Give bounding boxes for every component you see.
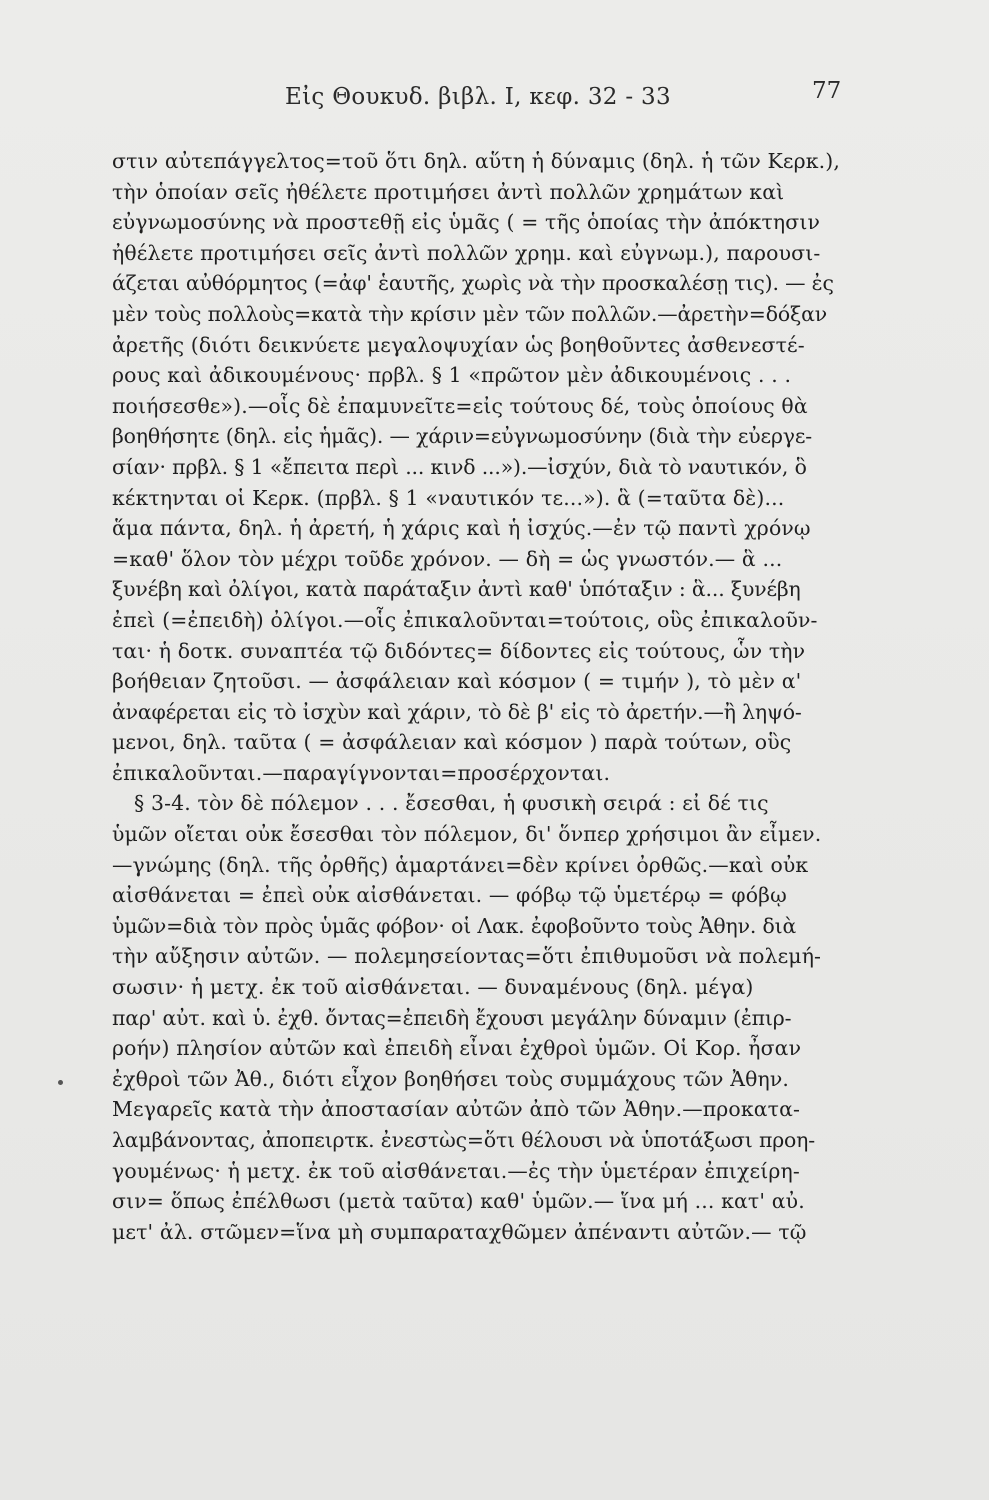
text-line: βοηθήσητε (δηλ. εἰς ἡμᾶς). — χάριν=εὐγνωμοσύνην (διὰ τὴν εὐεργε- — [112, 424, 812, 449]
text-line: αἰσθάνεται = ἐπεὶ οὐκ αἰσθάνεται. — φόβῳ τῷ ὑμετέρῳ = φόβῳ — [112, 883, 787, 908]
text-line: ἅμα πάντα, δηλ. ἡ ἀρετή, ἡ χάρις καὶ ἡ ἰσχύς.—ἐν τῷ παντὶ χρόνῳ — [112, 516, 811, 541]
text-line: τὴν ὁποίαν σεῖς ἠθέλετε προτιμήσει ἀντὶ πολλῶν χρημάτων καὶ — [112, 179, 785, 204]
text-line: τὴν αὔξησιν αὐτῶν. — πολεμησείοντας=ὅτι ἐπιθυμοῦσι νὰ πολεμή- — [112, 944, 822, 969]
text-line: γουμένως· ἡ μετχ. ἐκ τοῦ αἰσθάνεται.—ἐς τὴν ὑμετέραν ἐπιχείρη- — [112, 1158, 800, 1183]
text-line: Μεγαρεῖς κατὰ τὴν ἀποστασίαν αὐτῶν ἀπὸ τῶν Ἀθην.—προκατα- — [112, 1097, 801, 1122]
running-title: Εἰς Θουκυδ. βιβλ. Ι, κεφ. 32 - 33 — [285, 84, 671, 110]
text-line: σιν= ὅπως ἐπέλθωσι (μετὰ ταῦτα) καθ' ὑμῶν.— ἵνα μή ... κατ' αὐ. — [112, 1189, 805, 1214]
text-line: ἐπικαλοῦνται.—παραγίγνονται=προσέρχονται. — [112, 760, 611, 785]
section-heading-line: § 3-4. τὸν δὲ πόλεμον . . . ἔσεσθαι, ἡ φυσικὴ σειρά : εἰ δέ τις — [134, 791, 769, 816]
text-line: παρ' αὐτ. καὶ ὑ. ἐχθ. ὄντας=ἐπειδὴ ἔχουσι μεγάλην δύναμιν (ἐπιρ- — [112, 1005, 792, 1030]
text-line: σωσιν· ἡ μετχ. ἐκ τοῦ αἰσθάνεται. — δυναμένους (δηλ. μέγα) — [112, 975, 754, 1000]
text-line: ται· ἡ δοτκ. συναπτέα τῷ διδόντες= δίδοντες εἰς τούτους, ὧν τὴν — [112, 638, 806, 663]
text-line: άζεται αὐθόρμητος (=ἀφ' ἑαυτῆς, χωρὶς νὰ τὴν προσκαλέσῃ τις). — ἐς — [112, 271, 834, 296]
text-line: =καθ' ὅλον τὸν μέχρι τοῦδε χρόνον. — δὴ = ὡς γνωστόν.— ἃ ... — [112, 546, 783, 571]
text-line: ἀρετῆς (διότι δεικνύετε μεγαλοψυχίαν ὡς βοηθοῦντες ἀσθενεστέ- — [112, 332, 805, 357]
text-line: ἐπεὶ (=ἐπειδὴ) ὀλίγοι.—οἷς ἐπικαλοῦνται=τούτοις, οὓς ἐπικαλοῦν- — [112, 607, 818, 632]
text-line: ἐχθροὶ τῶν Ἀθ., διότι εἶχον βοηθήσει τοὺς συμμάχους τῶν Ἀθην. — [112, 1066, 790, 1091]
running-header — [0, 78, 989, 118]
text-line: κέκτηνται οἱ Κερκ. (πρβλ. § 1 «ναυτικόν τε...»). ἃ (=ταῦτα δὲ)... — [112, 485, 785, 510]
text-line: μετ' ἀλ. στῶμεν=ἵνα μὴ συμπαραταχθῶμεν ἀπέναντι αὐτῶν.— τῷ — [112, 1219, 807, 1244]
page-number: 77 — [812, 78, 842, 104]
text-line: ἠθέλετε προτιμήσει σεῖς ἀντὶ πολλῶν χρημ. καὶ εὐγνωμ.), παρουσι- — [112, 240, 821, 265]
text-line: στιν αὐτεπάγγελτος=τοῦ ὅτι δηλ. αὕτη ἡ δύναμις (δηλ. ἡ τῶν Κερκ.), — [112, 149, 841, 173]
text-line: εὐγνωμοσύνης νὰ προστεθῇ εἰς ὑμᾶς ( = τῆς ὁποίας τὴν ἀπόκτησιν — [112, 210, 821, 235]
text-line: ὑμῶν=διὰ τὸν πρὸς ὑμᾶς φόβον· οἱ Λακ. ἐφοβοῦντο τοὺς Ἀθην. διὰ — [112, 913, 797, 938]
text-line: μενοι, δηλ. ταῦτα ( = ἀσφάλειαν καὶ κόσμον ) παρὰ τούτων, οὓς — [112, 730, 792, 755]
text-line: ἀναφέρεται εἰς τὸ ἰσχὺν καὶ χάριν, τὸ δὲ β' εἰς τὸ ἀρετήν.—ἢ ληψό- — [112, 699, 802, 724]
text-line: ὑμῶν οἴεται οὐκ ἔσεσθαι τὸν πόλεμον, δι' ὅνπερ χρήσιμοι ἂν εἶμεν. — [112, 822, 822, 847]
text-line: μὲν τοὺς πολλοὺς=κατὰ τὴν κρίσιν μὲν τῶν πολλῶν.—ἀρετὴν=δόξαν — [112, 301, 827, 326]
commentary-text — [112, 146, 880, 1247]
text-line: ροήν) πλησίον αὐτῶν καὶ ἐπειδὴ εἶναι ἐχθροὶ ὑμῶν. Οἱ Κορ. ἦσαν — [112, 1036, 802, 1061]
margin-dot-mark — [58, 1080, 63, 1085]
text-line: ποιήσεσθε»).—οἷς δὲ ἐπαμυνεῖτε=εἰς τούτους δέ, τοὺς ὁποίους θὰ — [112, 393, 808, 418]
text-line: σίαν· πρβλ. § 1 «ἔπειτα περὶ ... κινδ ...»).—ἰσχύν, διὰ τὸ ναυτικόν, ὃ — [112, 454, 807, 479]
text-line: βοήθειαν ζητοῦσι. — ἀσφάλειαν καὶ κόσμον ( = τιμήν ), τὸ μὲν α' — [112, 669, 802, 694]
text-line: ξυνέβη καὶ ὀλίγοι, κατὰ παράταξιν ἀντὶ καθ' ὑπόταξιν : ἃ... ξυνέβη — [112, 577, 801, 602]
text-line: —γνώμης (δηλ. τῆς ὀρθῆς) ἁμαρτάνει=δὲν κρίνει ὀρθῶς.—καὶ οὐκ — [112, 852, 809, 877]
text-line: λαμβάνοντας, ἀποπειρτκ. ἐνεστὼς=ὅτι θέλουσι νὰ ὑποτάξωσι προη- — [112, 1128, 815, 1152]
text-line: ρους καὶ ἀδικουμένους· πρβλ. § 1 «πρῶτον μὲν ἀδικουμένοις . . . — [112, 363, 792, 388]
